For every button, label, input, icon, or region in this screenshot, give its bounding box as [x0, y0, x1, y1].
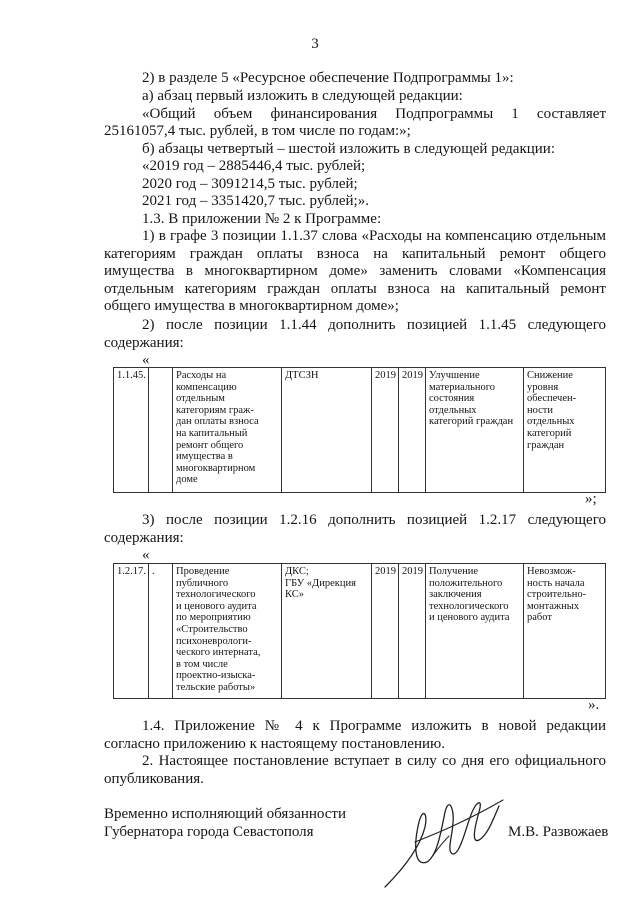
blank-cell: [149, 368, 173, 493]
position-number: 1.2.17.: [114, 564, 149, 699]
close-quote: »;: [585, 491, 597, 507]
paragraph: 2) в разделе 5 «Ресурсное обеспечение Подпрограммы 1»:: [142, 70, 514, 86]
paragraph: 2. Настоящее постановление вступает в силу со дня его официального: [142, 753, 606, 769]
paragraph: 25161057,4 тыс. рублей, в том числе по годам:»;: [104, 123, 411, 139]
page-number: 3: [311, 36, 319, 52]
paragraph: опубликования.: [104, 771, 204, 787]
blank-cell: .: [149, 564, 173, 699]
paragraph: 3) после позиции 1.2.16 дополнить позицией 1.2.17 следующего: [142, 512, 606, 528]
year-start: 2019: [372, 368, 399, 493]
paragraph: 1) в графе 3 позиции 1.1.37 слова «Расходы на компенсацию отдельным: [142, 228, 606, 244]
paragraph: имущества в многоквартирном доме» заменить словами «Компенсация: [104, 263, 606, 279]
paragraph: содержания:: [104, 530, 184, 546]
paragraph: 2020 год – 3091214,5 тыс. рублей;: [142, 176, 358, 192]
close-quote: ».: [588, 697, 600, 713]
signatory-name: М.В. Развожаев: [508, 824, 609, 840]
executor: ДКС; ГБУ «Дирекция КС»: [282, 564, 372, 699]
year-start: 2019: [372, 564, 399, 699]
position-number: 1.1.45.: [114, 368, 149, 493]
paragraph: 2) после позиции 1.1.44 дополнить позицией 1.1.45 следующего: [142, 317, 606, 333]
expected-result: Получение положительного заключения технологического и ценового аудита: [426, 564, 524, 699]
measure-name: Расходы на компенсацию отдельным категориям граж- дан оплаты взноса на капитальный ремонт общего имущества в многоквартирном доме: [173, 368, 282, 493]
paragraph: отдельным категориям граждан оплаты взноса на капитальный ремонт: [104, 281, 606, 297]
consequence: Невозмож- ность начала строительно- монтажных работ: [524, 564, 606, 699]
year-end: 2019: [399, 564, 426, 699]
table-1-1-45: [113, 367, 606, 493]
executor: ДТСЗН: [282, 368, 372, 493]
paragraph: б) абзацы четвертый – шестой изложить в следующей редакции:: [142, 141, 555, 157]
paragraph: согласно приложению к настоящему постановлению.: [104, 736, 445, 752]
table-row: [114, 564, 606, 699]
year-end: 2019: [399, 368, 426, 493]
paragraph: 2021 год – 3351420,7 тыс. рублей;».: [142, 193, 369, 209]
table-row: [114, 368, 606, 493]
paragraph: а) абзац первый изложить в следующей редакции:: [142, 88, 463, 104]
open-quote: «: [142, 547, 150, 563]
measure-name: Проведение публичного технологического и ценового аудита по мероприятию «Строительство психоневрологи- ческого интерната, в том числе проектно-изыска- тельские работы»: [173, 564, 282, 699]
signatory-title: Временно исполняющий обязанности: [104, 806, 347, 822]
paragraph: категориям граждан оплаты взноса на капитальный ремонт общего: [104, 246, 606, 262]
paragraph: «Общий объем финансирования Подпрограммы 1 составляет: [142, 106, 606, 122]
consequence: Снижение уровня обеспечен- ности отдельных категорий граждан: [524, 368, 606, 493]
paragraph: 1.3. В приложении № 2 к Программе:: [142, 211, 382, 227]
paragraph: «2019 год – 2885446,4 тыс. рублей;: [142, 158, 366, 174]
signatory-title: Губернатора города Севастополя: [104, 824, 314, 840]
paragraph: содержания:: [104, 335, 184, 351]
paragraph: 1.4. Приложение № 4 к Программе изложить в новой редакции: [142, 718, 606, 734]
handwritten-signature: [375, 792, 525, 892]
open-quote: «: [142, 352, 150, 368]
expected-result: Улучшение материального состояния отдельных категорий граждан: [426, 368, 524, 493]
paragraph: общего имущества в многоквартирном доме»;: [104, 298, 399, 314]
table-1-2-17: [113, 563, 606, 699]
